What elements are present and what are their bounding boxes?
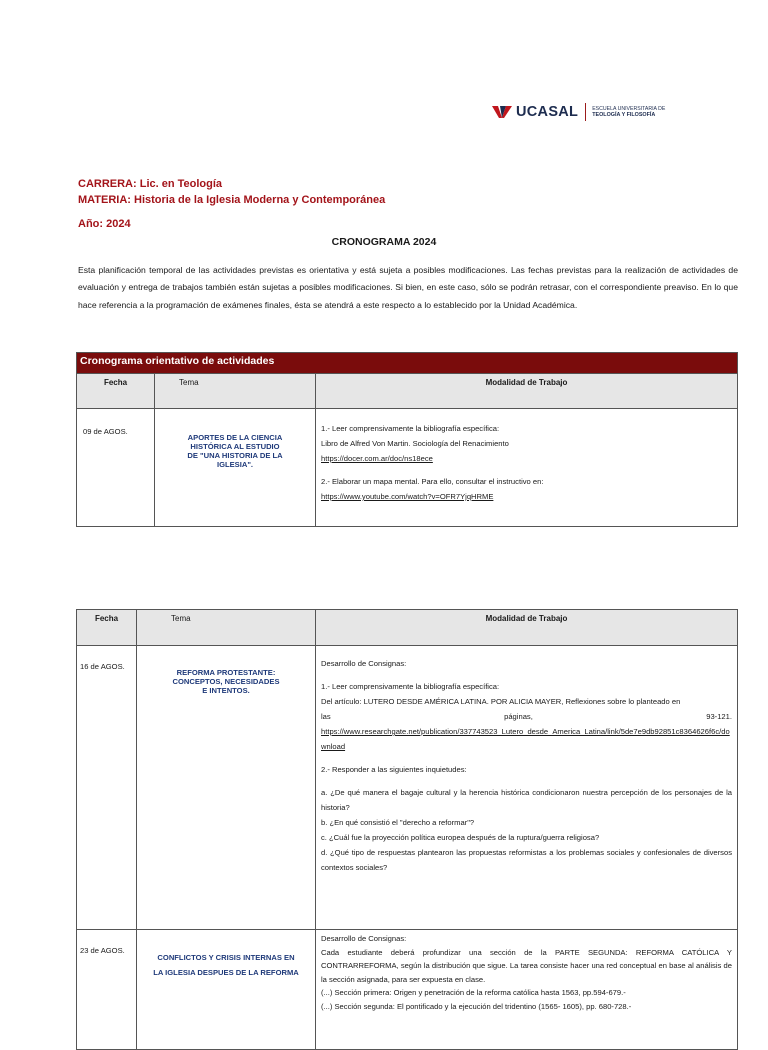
logo-subtitle-line2: TEOLOGÍA Y FILOSOFÍA [592, 112, 656, 118]
section-item: (...) Sección segunda: El pontificado y la ejecución del tridentino (1565- 1605), pp. 680-728.- [321, 1001, 632, 1011]
table-row [77, 646, 738, 930]
table-row [77, 930, 738, 1050]
logo-divider [585, 103, 586, 121]
schedule-table-2 [76, 609, 738, 1050]
logo-subtitle-line1: ESCUELA UNIVERSITARIA DE [592, 106, 666, 112]
desarrollo-label: Desarrollo de Consignas: [321, 934, 407, 943]
modalidad-text: 1.- Leer comprensivamente la bibliografía específica: [321, 424, 500, 433]
question-item: c. ¿Cuál fue la proyección política europea después de la ruptura/guerra religiosa? [321, 833, 600, 842]
text-part: páginas, [504, 712, 533, 721]
tema-line: DE "UNA HISTORIA DE LA [187, 451, 283, 460]
table-header-row [77, 374, 738, 409]
row-fecha: 09 de AGOS. [77, 409, 155, 527]
section-item: (...) Sección primera: Origen y penetración de la reforma católica hasta 1563, pp.594-679.- [321, 988, 626, 997]
page-title: CRONOGRAMA 2024 [331, 236, 437, 248]
table-row [77, 409, 738, 527]
intro-paragraph: Esta planificación temporal de las actividades previstas es orientativa y está sujeta a posibles modificaciones. Las fechas previstas para la realización de actividades de evaluación y entrega de trabajos también están sujetas a posibles modificaciones. Si bien, en este caso, sólo se podrán retrasar, con el correspondiente preaviso. En lo que hace referencia a la programación de exámenes finales, ésta se atendrá a este respecto a lo establecido por la Unidad Académica. [78, 265, 738, 310]
spacer [321, 777, 732, 785]
tema-line: CONFLICTOS Y CRISIS INTERNAS EN [157, 953, 295, 962]
tema-line: REFORMA PROTESTANTE: [176, 668, 276, 677]
text-part: 93-121. [706, 712, 732, 721]
row-fecha: 23 de AGOS. [77, 930, 137, 1050]
modalidad-text: Del artículo: LUTERO DESDE AMÉRICA LATINA. POR ALICIA MAYER, Reflexiones sobre lo planteado en [321, 697, 681, 706]
modalidad-text-spread [321, 709, 732, 724]
modalidad-text: 1.- Leer comprensivamente la bibliografía específica: [321, 682, 500, 691]
header-fecha: Fecha [77, 374, 155, 409]
materia-label: MATERIA: Historia de la Iglesia Moderna y Contemporánea [78, 194, 386, 206]
tema-line: HISTÓRICA AL ESTUDIO [190, 442, 280, 451]
spacer [321, 671, 732, 679]
row-modalidad [316, 409, 738, 527]
text-part: las [321, 712, 331, 721]
row-modalidad [316, 646, 738, 930]
question-item: d. ¿Qué tipo de respuestas plantearon las propuestas reformistas a los problemas sociales y confesionales de diversos contextos sociales? [321, 848, 732, 872]
header-tema: Tema [155, 374, 316, 409]
spacer [321, 754, 732, 762]
desarrollo-label: Desarrollo de Consignas: [321, 659, 407, 668]
schedule-table-1 [76, 352, 738, 527]
row-modalidad [316, 930, 738, 1050]
spacer [321, 466, 732, 474]
modalidad-text: 2.- Elaborar un mapa mental. Para ello, consultar el instructivo en: [321, 477, 544, 486]
youtube-link[interactable]: https://www.youtube.com/watch?v=OFR7YjqHRME [321, 492, 494, 501]
question-item: a. ¿De qué manera el bagaje cultural y la herencia histórica condicionaron nuestra percepción de los personajes de la historia? [321, 788, 732, 812]
tema-line: E INTENTOS. [202, 686, 250, 695]
row-tema [137, 646, 316, 930]
table-header-row [77, 610, 738, 646]
carrera-label: CARRERA: Lic. en Teología [78, 178, 223, 190]
header-fecha: Fecha [77, 610, 137, 646]
header-tema: Tema [137, 610, 316, 646]
questions-intro: 2.- Responder a las siguientes inquietudes: [321, 765, 467, 774]
tema-line: LA IGLESIA DESPUES DE LA REFORMA [153, 968, 299, 977]
bibliography-link[interactable]: https://docer.com.ar/doc/ns18ece [321, 454, 433, 463]
modalidad-text: Cada estudiante deberá profundizar una sección de la PARTE SEGUNDA: REFORMA CATÓLICA Y CONTRARREFORMA, según la distribución que sigue. La tarea consiste hacer una red conceptual en base al análisis de la sección asignada, para ser expuesta en clase. [321, 947, 732, 984]
modalidad-text: Libro de Alfred Von Martin. Sociología del Renacimiento [321, 439, 509, 448]
row-tema [137, 930, 316, 1050]
ucasal-logo [492, 100, 665, 124]
ucasal-emblem-icon [492, 104, 512, 120]
tema-line: APORTES DE LA CIENCIA [187, 433, 283, 442]
researchgate-link[interactable]: https://www.researchgate.net/publication/337743523_Lutero_desde_America_Latina/link/5de7e9db92851c8364626f6c/download [321, 727, 730, 751]
logo-subtitle [592, 106, 665, 118]
tema-line: IGLESIA". [216, 460, 254, 469]
anio-label: Año: 2024 [78, 218, 131, 230]
question-item: b. ¿En qué consistió el "derecho a reformar"? [321, 818, 475, 827]
tema-line: CONCEPTOS, NECESIDADES [172, 677, 280, 686]
header-modalidad: Modalidad de Trabajo [316, 374, 738, 409]
row-tema [155, 409, 316, 527]
table-caption: Cronograma orientativo de actividades [77, 353, 738, 374]
row-fecha: 16 de AGOS. [77, 646, 137, 930]
logo-name: UCASAL [516, 104, 579, 120]
header-modalidad: Modalidad de Trabajo [316, 610, 738, 646]
